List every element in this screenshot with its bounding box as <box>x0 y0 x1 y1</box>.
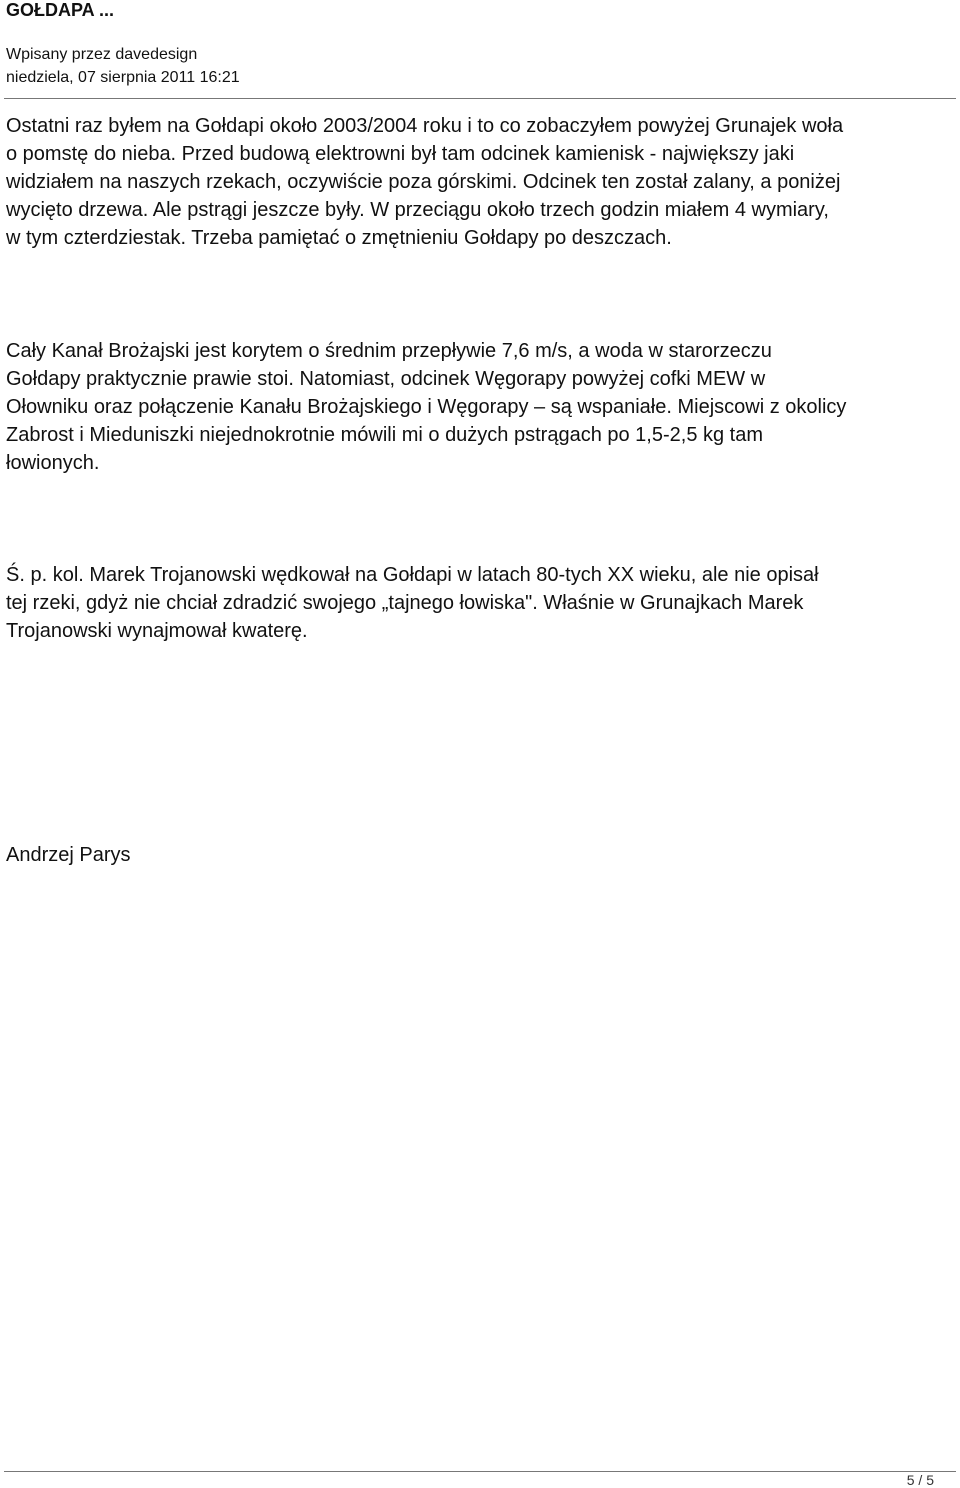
paragraph-3: Ś. p. kol. Marek Trojanowski wędkował na Gołdapi w latach 80-tych XX wieku, ale nie opisał tej rzeki, gdyż nie chciał zdradzić swojego „tajnego łowiska". Właśnie w Grunajkach Marek Trojanowski wynajmował kwaterę. <box>6 564 819 642</box>
page-number: 5 / 5 <box>906 1472 934 1488</box>
date-line: niedziela, 07 sierpnia 2011 16:21 <box>6 69 240 86</box>
footer-divider <box>4 1471 956 1472</box>
author-line: Wpisany przez davedesign <box>6 46 198 63</box>
author-signature: Andrzej Parys <box>6 844 131 866</box>
paragraph-1: Ostatni raz byłem na Gołdapi około 2003/2004 roku i to co zobaczyłem powyżej Grunajek woła o pomstę do nieba. Przed budową elektrowni był tam odcinek kamienisk - największy jaki widziałem na naszych rzekach, oczywiście poza górskimi. Odcinek ten został zalany, a poniżej wycięto drzewa. Ale pstrągi jeszcze były. W przeciągu około trzech godzin miałem 4 wymiary, w tym czterdziestak. Trzeba pamiętać o zmętnieniu Gołdapy po deszczach. <box>6 115 844 249</box>
header-divider <box>4 98 956 99</box>
paragraph-2: Cały Kanał Brożajski jest korytem o średnim przepływie 7,6 m/s, a woda w starorzeczu Gołdapy praktycznie prawie stoi. Natomiast, odcinek Węgorapy powyżej cofki MEW w Ołowniku oraz połączenie Kanału Brożajskiego i Węgorapy – są wspaniałe. Miejscowi z okolicy Zabrost i Mieduniszki niejednokrotnie mówili mi o dużych pstrągach po 1,5-2,5 kg tam łowionych. <box>6 340 847 474</box>
article-header <box>6 0 954 86</box>
article-title: GOŁDAPA ... <box>6 0 114 20</box>
